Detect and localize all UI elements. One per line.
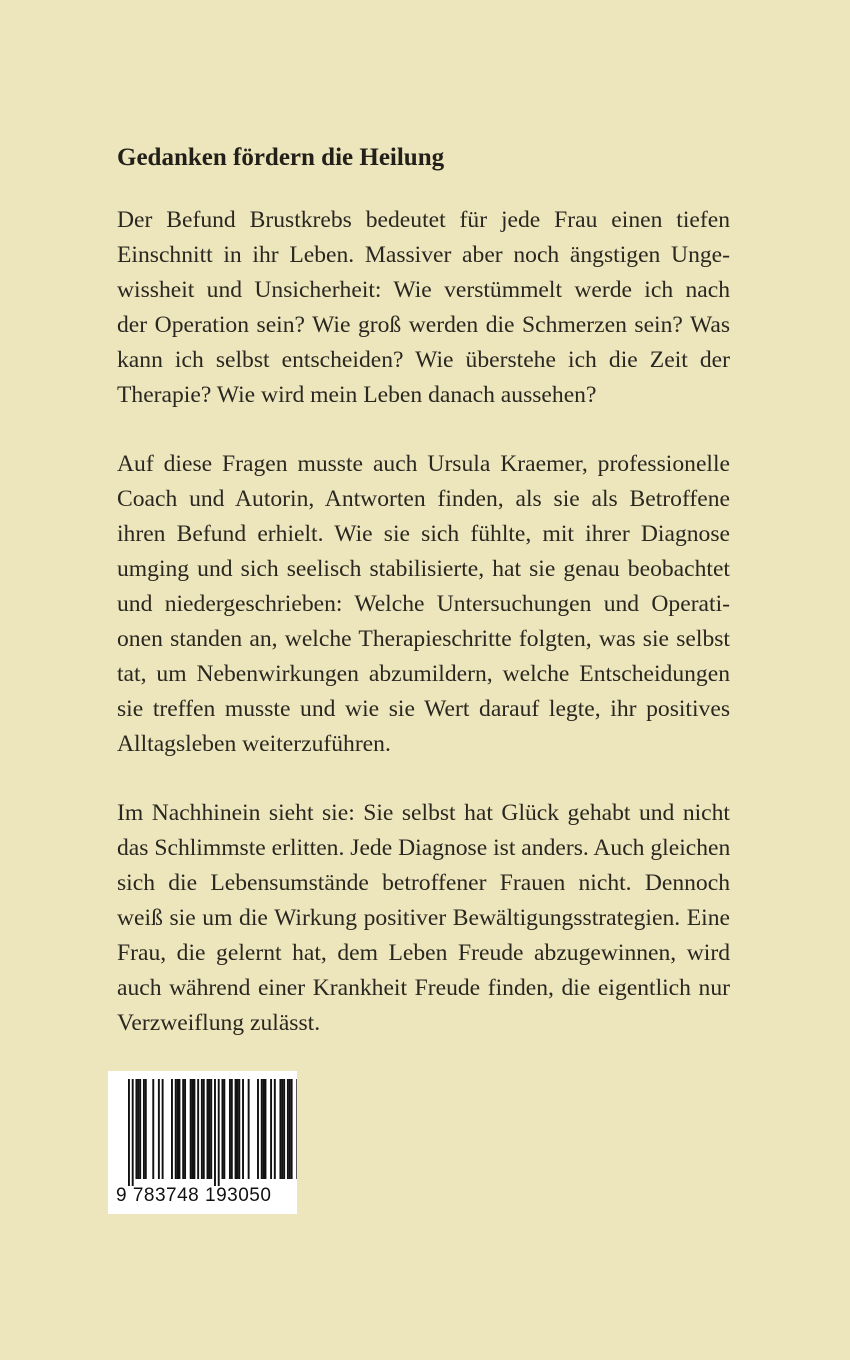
- barcode-bar: [274, 1079, 276, 1179]
- barcode-bar: [203, 1079, 205, 1179]
- barcode-bar: [192, 1079, 194, 1179]
- barcode-bar: [279, 1079, 281, 1179]
- barcode-bar: [265, 1079, 267, 1179]
- blurb-body: [117, 203, 730, 1076]
- barcode-bar: [132, 1079, 134, 1186]
- barcode-bar: [177, 1079, 179, 1179]
- barcode-bar: [242, 1079, 244, 1179]
- barcode-bar: [257, 1079, 259, 1179]
- barcode-bar: [283, 1079, 285, 1179]
- barcode-bar: [287, 1079, 289, 1179]
- barcode-bar: [210, 1079, 212, 1179]
- barcode-bar: [175, 1079, 177, 1179]
- text-line: Im Nachhinein sieht sie: Sie selbst hat Glück gehabt und nicht: [117, 800, 730, 827]
- barcode-bar: [152, 1079, 154, 1179]
- barcode-bar: [145, 1079, 147, 1179]
- text-line: sie treffen musste und wie sie Wert darauf legte, ihr positives: [117, 695, 730, 722]
- barcode-bar: [291, 1079, 293, 1179]
- text-line: ihren Befund erhielt. Wie sie sich fühlte, mit ihrer Diagnose: [117, 521, 730, 548]
- text-line: wissheit und Unsicherheit: Wie verstümmelt werde ich nach: [117, 276, 730, 303]
- blurb-paragraph-2: [117, 447, 730, 761]
- blurb-paragraph-3: [117, 796, 730, 1040]
- barcode-bar: [182, 1079, 184, 1179]
- barcode-bar: [137, 1079, 139, 1179]
- barcode-bar: [197, 1079, 199, 1179]
- barcode-bar: [171, 1079, 173, 1179]
- barcode-bar: [143, 1079, 145, 1179]
- barcode-bar: [214, 1079, 216, 1186]
- barcode-bar: [235, 1079, 237, 1179]
- barcode-bar: [193, 1079, 195, 1179]
- barcode-bar: [135, 1079, 137, 1179]
- text-line: und niedergeschrieben: Welche Untersuchungen und Operati-: [117, 590, 730, 617]
- barcode-bar: [162, 1079, 164, 1179]
- text-line: auch während einer Krankheit Freude finden, die eigentlich nur: [117, 974, 730, 1001]
- text-line: Therapie? Wie wird mein Leben danach aussehen?: [117, 381, 597, 408]
- barcode-bar: [229, 1079, 231, 1179]
- text-line: Einschnitt in ihr Leben. Massiver aber noch ängstigen Unge-: [117, 241, 730, 268]
- barcode-bar: [281, 1079, 283, 1179]
- barcode-bar: [270, 1079, 272, 1179]
- text-line: umging und sich seelisch stabilisierte, hat sie genau beobachtet: [117, 556, 730, 583]
- text-line: tat, um Nebenwirkungen abzumildern, welche Entscheidungen: [117, 660, 730, 687]
- barcode-bar: [296, 1079, 297, 1179]
- blurb-title: Gedanken fördern die Heilung: [117, 144, 445, 171]
- barcode-bar: [218, 1079, 220, 1186]
- barcode-bar: [236, 1079, 238, 1179]
- text-line: kann ich selbst entscheiden? Wie überstehe ich die Zeit der: [117, 346, 730, 373]
- barcode-bar: [139, 1079, 141, 1179]
- barcode-bar: [208, 1079, 210, 1179]
- text-line: Frau, die gelernt hat, dem Leben Freude abzugewinnen, wird: [117, 940, 730, 966]
- barcode-bar: [248, 1079, 250, 1179]
- text-line: sich die Lebensumstände betroffener Frauen nicht. Dennoch: [117, 870, 730, 897]
- text-line: der Operation sein? Wie groß werden die Schmerzen sein? Was: [117, 311, 730, 338]
- barcode-bar: [238, 1079, 240, 1179]
- barcode-bar: [207, 1079, 209, 1179]
- barcode-bar: [263, 1079, 265, 1179]
- barcode-bar: [289, 1079, 291, 1179]
- text-line: Verzweiflung zulässt.: [117, 1009, 321, 1036]
- text-line: onen standen an, welche Therapieschritte folgten, was sie selbst: [117, 625, 730, 652]
- barcode-bar: [223, 1079, 225, 1179]
- barcode-bar: [184, 1079, 186, 1179]
- barcode-bar: [222, 1079, 224, 1179]
- isbn-number: 9 783748 193050: [116, 1185, 272, 1206]
- barcode-bar: [158, 1079, 160, 1179]
- text-line: das Schlimmste erlitten. Jede Diagnose ist anders. Auch gleichen: [117, 835, 731, 862]
- barcode-bar: [128, 1079, 130, 1186]
- text-line: Der Befund Brustkrebs bedeutet für jede Frau einen tiefen: [117, 207, 730, 233]
- barcode-bar: [231, 1079, 233, 1179]
- isbn-barcode: [108, 1071, 297, 1214]
- text-line: Coach und Autorin, Antworten finden, als sie als Betroffene: [117, 486, 730, 513]
- barcode-bar: [261, 1079, 263, 1179]
- text-line: Alltagsleben weiterzuführen.: [117, 730, 391, 757]
- blurb-paragraph-1: [117, 203, 730, 412]
- text-line: Auf diese Fragen musste auch Ursula Kraemer, professionelle: [117, 451, 730, 478]
- barcode-bar: [190, 1079, 192, 1179]
- barcode-bar: [178, 1079, 180, 1179]
- barcode-bar: [201, 1079, 203, 1179]
- text-line: weiß sie um die Wirkung positiver Bewältigungsstrategien. Eine: [117, 905, 730, 932]
